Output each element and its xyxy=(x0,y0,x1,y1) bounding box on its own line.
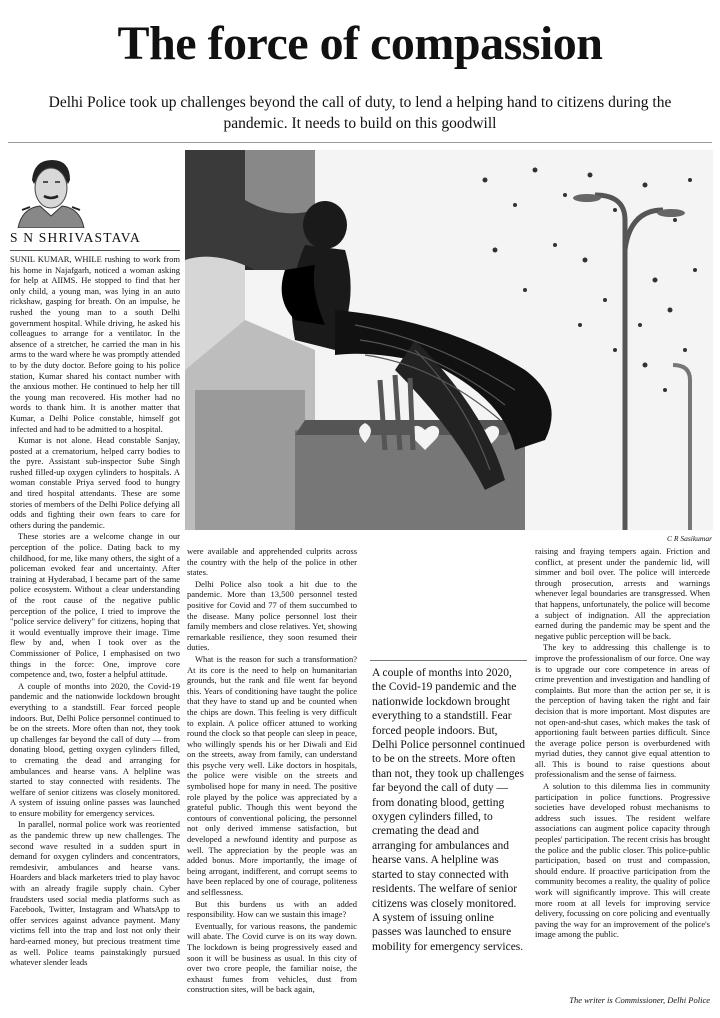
byline-divider xyxy=(10,250,180,251)
paragraph: Kumar is not alone. Head constable Sanjay, posted at a crematorium, helped carry bodies to the pyre. Assistant sub-inspector Sube Singh rushed filled-up oxygen cylinders to hospitals. A woman constable Priya served food to hungry and tired hospital attendants. These are some stories of members of the Delhi Police defying all odds and fighting their own fears to care for others during the pandemic. xyxy=(10,435,180,530)
article-column-1 xyxy=(10,254,180,1006)
author-name: S N SHRIVASTAVA xyxy=(10,230,141,245)
paragraph: were available and apprehended culprits across the country with the help of the police in other states. xyxy=(187,546,357,578)
pullquote-top-rule xyxy=(370,660,527,661)
paragraph: A solution to this dilemma lies in community participation in police functions. Progressive societies have developed robust mechanisms to address such issues. The resident welfare associations can augment police capacity through peoples' participation. The recent crisis has brought the police and the public closer. This police-public participation, based on trust and compassion, should endure. If proactive participation from the community becomes a reality, the quality of police work will significantly improve. This will create more room at all levels for improving service delivery, focussing on core policing and eventually paving the way for an improvement of the police's image among the public. xyxy=(535,781,710,940)
article-column-3 xyxy=(535,546,710,991)
paragraph: A couple of months into 2020, the Covid-19 pandemic and the nationwide lockdown brought everything to a standstill. Fear forced people indoors. But, Delhi Police personnel continued to be on the streets. More often than not, they took up challenges far beyond the call of duty — from donating blood, getting oxygen cylinders filled, to cremating the dead and arranging for ambulances and hearse vans. A helpline was started to stay connected with residents. The welfare of senior citizens was closely monitored. A system of issuing online passes was launched to ensure mobility for emergency services. xyxy=(10,680,180,818)
paragraph: The key to addressing this challenge is to improve the professionalism of our force. One way is to upgrade our core competence in areas of crime prevention and investigation and handling of complaints. But more than the action per se, it is the perception of having taken the right and fair decision that is more important. Most disputes are not open-and-shut cases, which makes the task of apportioning fault between parties difficult. Since the average police person is overburdened with myriad duties, they cannot give equal attention to all. This is bound to raise questions about professionalism and the sense of fairness. xyxy=(535,642,710,780)
paragraph: In parallel, normal police work was reoriented as the pandemic threw up new challenges. The second wave resulted in a sudden spurt in demand for oxygen cylinders and concentrators, remdesivir, ambulances and hearse vans. Hoarders and black marketers tried to play havoc with an already fragile supply chain. Cyber fraudsters used social media platforms such as Facebook, Twitter, Instagram and WhatsApp to offer services against advance payment. Many victims fell into the trap and lost not only their hard-earned money, but precious treatment time as well. Police teams painstakingly pursued whatever slender leads xyxy=(10,819,180,968)
standfirst: Delhi Police took up challenges beyond the call of duty, to lend a helping hand to citizens during the pandemic. It needs to build on this goodwill xyxy=(48,94,672,132)
writer-note: The writer is Commissioner, Delhi Police xyxy=(569,995,710,1005)
paragraph: But this burdens us with an added responsibility. How can we sustain this image? xyxy=(187,898,357,920)
pull-quote: A couple of months into 2020, the Covid-19 pandemic and the nationwide lockdown brought everything to a standstill. Fear forced people indoors. But, Delhi Police personnel continued to be on the streets. More often than not, they took up challenges far beyond the call of duty — from donating blood, getting oxygen cylinders filled, to cremating the dead and arranging for ambulances and hearse vans. A helpline was started to stay connected with residents. The welfare of senior citizens was closely monitored. A system of issuing online passes was launched to ensure mobility for emergency services. xyxy=(372,667,525,953)
article-column-2 xyxy=(187,546,357,1006)
illustration xyxy=(185,150,713,530)
header-divider xyxy=(8,142,712,143)
headline: The force of compassion xyxy=(117,17,603,70)
paragraph: These stories are a welcome change in our perception of the police. Dating back to my childhood, for me, like many others, the sight of a policeman evoked fear and uncertainty. After training at Hyderabad, I became part of the same police ecosystem. Without a clear understanding of the root cause of the negative public perception of the police, I tried to improve the "police service delivery" for citizens, hoping that it would eventually improve their image. Time flew by and, when I took over as the Commissioner of Police, I emphasised on two things in the force: One, improve core competence and, two, foster a helpful attitude. xyxy=(10,531,180,680)
author-photo xyxy=(10,150,92,228)
paragraph: Eventually, for various reasons, the pandemic will abate. The Covid curve is on its way down. The lockdown is being progressively eased and soon it will be business as usual. In this city of over two crore people, the familiar noise, the exhaust fumes from vehicles, dust from construction sites, will be back again, xyxy=(187,920,357,995)
paragraph: What is the reason for such a transformation? At its core is the need to help on humanitarian grounds, but the rank and file went far beyond this. Years of conditioning have taught the police that they have to stand up and be counted when the chips are down. This feeling is very difficult to explain. A police officer attuned to working round the clock so that people can sleep in peace, who willingly spends his or her Diwali and Eid on the streets, away from family, can understand this psyche very well. Like doctors in hospitals, the police were visible on the streets and symbolised hope for many in need. The positive role played by the police was appreciated by a grateful public. Though this went beyond the contours of conventional policing, the personnel not only derived immense satisfaction, but developed a newfound identity and purpose as well. The appreciation by the people was an added bonus. More importantly, the image of being arrogant, indifferent, and corrupt seems to have been replaced by one of courage, politeness and selflessness. xyxy=(187,653,357,897)
illustration-credit: C R Sasikumar xyxy=(667,534,712,543)
paragraph: raising and fraying tempers again. Friction and conflict, at present under the pandemic lid, will simmer and boil over. The police will intercede through prosecution, arrests and warnings whenever legal boundaries are transgressed. When that happens, unfortunately, the police will become a subject of indignation. All the appreciation earned during the pandemic may be spent and the negative public perception will be back. xyxy=(535,546,710,641)
paragraph: SUNIL KUMAR, WHILE rushing to work from his home in Najafgarh, noticed a woman asking for help at AIIMS. He stopped to find that her only child, a young man, was lying in an auto rickshaw, gasping for breath. On an impulse, he rushed the young man to a south Delhi government hospital. While driving, he asked his colleagues to arrange for a ventilator. In the absence of a stretcher, he carried the man in his arms to the ward where he was promptly attended to by the duty doctor. Before going to his police station, Kumar shared his contact number with the anxious mother. He continued to help her till the young man recovered. His mother had no words to thank him. It is another matter that Kumar, a Delhi Police constable, himself got infected and had to be admitted to a hospital. xyxy=(10,254,180,434)
paragraph: Delhi Police also took a hit due to the pandemic. More than 13,500 personnel tested positive for Covid and 77 of them succumbed to the disease. Many police personnel lost their family members and close relatives. Yet, showing remarkable resilience, they soon resumed their duties. xyxy=(187,578,357,653)
